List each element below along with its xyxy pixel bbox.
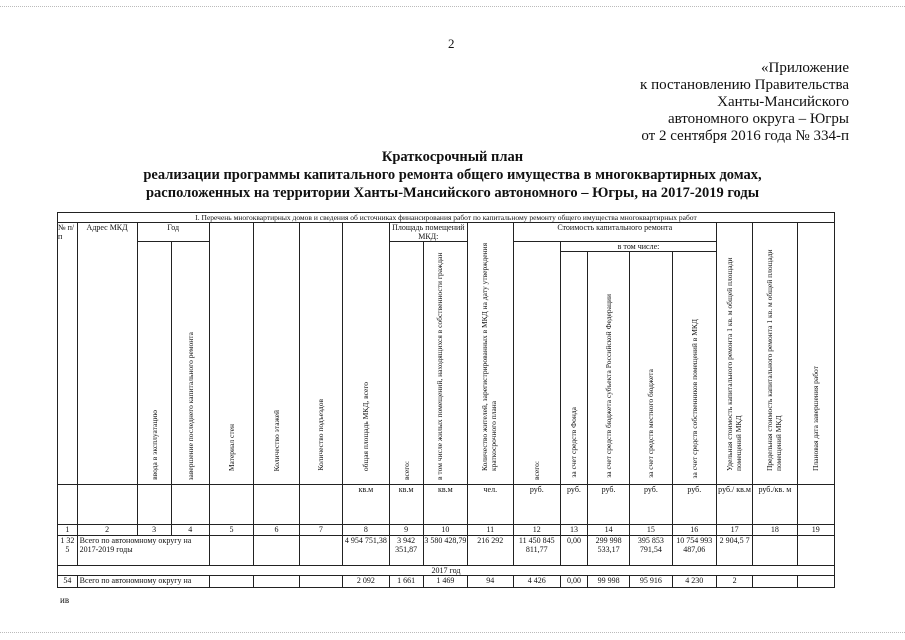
col-number: 16 — [672, 525, 716, 536]
cell-cost-subject: 299 998 533,17 — [587, 536, 629, 566]
col-number: 17 — [717, 525, 753, 536]
row-label: Всего по автономному округу на — [77, 576, 209, 588]
cell-cost-local: 395 853 791,54 — [630, 536, 672, 566]
repair-plan-table — [57, 212, 835, 588]
col-number: 1 — [58, 525, 78, 536]
unit-cell: кв.м — [343, 485, 389, 525]
scan-noise-top — [0, 6, 905, 8]
header-unit-cost: Удельная стоимость капитального ремонта 1 кв. м общей площади помещений МКД — [724, 257, 743, 471]
header-num: № п/ п — [58, 223, 78, 485]
unit-cell: руб. — [672, 485, 716, 525]
header-max-cost: Предельная стоимость капитального ремонта 1 кв. м общей площади помещений МКД — [764, 249, 783, 471]
col-number: 5 — [209, 525, 253, 536]
cell-area-residential: 3 580 428,79 — [423, 536, 467, 566]
row-num: 54 — [58, 576, 78, 588]
header-cost-local: за счет средств местного бюджета — [646, 369, 656, 479]
appendix-line: «Приложение — [760, 60, 849, 76]
appendix-line: от 2 сентября 2016 года № 334-п — [641, 128, 849, 144]
header-address: Адрес МКД — [77, 223, 137, 485]
col-number: 19 — [797, 525, 834, 536]
header-cost-subject: за счет средств бюджета субъекта Российской Федерации — [604, 294, 614, 479]
cell-area-residential: 1 469 — [423, 576, 467, 588]
header-wall-material: Материал стен — [227, 423, 237, 471]
col-number: 12 — [513, 525, 561, 536]
appendix-line: к постановлению Правительства — [640, 77, 849, 93]
footer-mark: ив — [60, 595, 70, 605]
col-number: 7 — [299, 525, 342, 536]
unit-cell: руб./ кв.м — [717, 485, 753, 525]
col-number: 13 — [561, 525, 588, 536]
cell-area-total: 3 942 351,87 — [389, 536, 423, 566]
col-number: 8 — [343, 525, 389, 536]
appendix-line: автономного округа – Югры — [667, 111, 849, 127]
header-year: Год — [137, 223, 209, 242]
cell-total-area: 4 954 751,38 — [343, 536, 389, 566]
unit-cell: кв.м — [389, 485, 423, 525]
header-cost-total: всего: — [532, 461, 542, 480]
scan-noise-bottom — [0, 632, 905, 634]
header-year-commission: ввода в эксплуатацию — [149, 410, 159, 480]
cell-cost-fund: 0,00 — [561, 576, 588, 588]
year-row: 2017 год — [58, 566, 835, 576]
header-area-total: всего: — [401, 461, 411, 480]
cell-cost-fund: 0,00 — [561, 536, 588, 566]
header-cost-owners: за счет средств собственников помещений в МКД — [689, 318, 699, 479]
header-cost-fund: за счет средств Фонда — [569, 407, 579, 479]
header-including: в том числе: — [561, 242, 717, 252]
header-year-last-repair: завершение последнего капитального ремонта — [185, 331, 195, 480]
unit-cell: руб. — [513, 485, 561, 525]
cell-cost-total: 11 450 845 811,77 — [513, 536, 561, 566]
row-num: 1 32 5 — [58, 536, 78, 566]
cell-cost-owners: 10 754 993 487,06 — [672, 536, 716, 566]
table-row — [58, 536, 835, 566]
cell-unit-cost: 2 — [717, 576, 753, 588]
cell-cost-total: 4 426 — [513, 576, 561, 588]
col-number: 2 — [77, 525, 137, 536]
col-number: 6 — [254, 525, 299, 536]
page-number: 2 — [448, 36, 455, 51]
col-number: 14 — [587, 525, 629, 536]
header-residents: Количество жителей, зарегистрированных в МКД на дату утверждения краткосрочного плана — [480, 242, 499, 471]
unit-cell: руб. — [587, 485, 629, 525]
col-number: 3 — [137, 525, 171, 536]
unit-cell: руб./кв. м — [753, 485, 797, 525]
unit-cell: руб. — [561, 485, 588, 525]
cell-residents: 216 292 — [468, 536, 513, 566]
col-number: 4 — [171, 525, 209, 536]
col-number: 11 — [468, 525, 513, 536]
header-entrances: Количество подъездов — [316, 399, 326, 471]
col-number: 9 — [389, 525, 423, 536]
header-total-area: общая площадь МКД, всего — [361, 381, 371, 471]
cell-unit-cost: 2 904,5 7 — [717, 536, 753, 566]
header-planned-date: Плановая дата завершения работ — [811, 365, 821, 471]
unit-cell: кв.м — [423, 485, 467, 525]
cell-cost-local: 95 916 — [630, 576, 672, 588]
cell-area-total: 1 661 — [389, 576, 423, 588]
section-title: I. Перечень многоквартирных домов и сведения об источниках финансирования работ по капитальному ремонту общего имущества многоквартирных работ — [58, 213, 835, 223]
header-floors: Количество этажей — [271, 409, 281, 471]
cell-total-area: 2 092 — [343, 576, 389, 588]
col-number: 15 — [630, 525, 672, 536]
col-number: 10 — [423, 525, 467, 536]
row-label: Всего по автономному округу на 2017-2019 годы — [77, 536, 209, 566]
unit-cell: руб. — [630, 485, 672, 525]
col-number: 18 — [753, 525, 797, 536]
cell-cost-owners: 4 230 — [672, 576, 716, 588]
document-subtitle: расположенных на территории Ханты-Мансийского автономного – Югры, на 2017-2019 годы — [145, 185, 760, 201]
table-row — [58, 576, 835, 588]
document-title: Краткосрочный план — [381, 149, 524, 165]
cell-residents: 94 — [468, 576, 513, 588]
document-subtitle: реализации программы капитального ремонта общего имущества в многоквартирных домах, — [143, 167, 762, 183]
header-cost: Стоимость капитального ремонта — [513, 223, 716, 242]
cell-cost-subject: 99 998 — [587, 576, 629, 588]
header-premises-area: Площадь помещений МКД: — [389, 223, 468, 242]
header-area-residential: в том числе жилых помещений, находящихся в собственности граждан — [435, 252, 445, 480]
unit-cell: чел. — [468, 485, 513, 525]
appendix-block — [529, 60, 849, 145]
appendix-line: Ханты-Мансийского — [717, 94, 849, 110]
